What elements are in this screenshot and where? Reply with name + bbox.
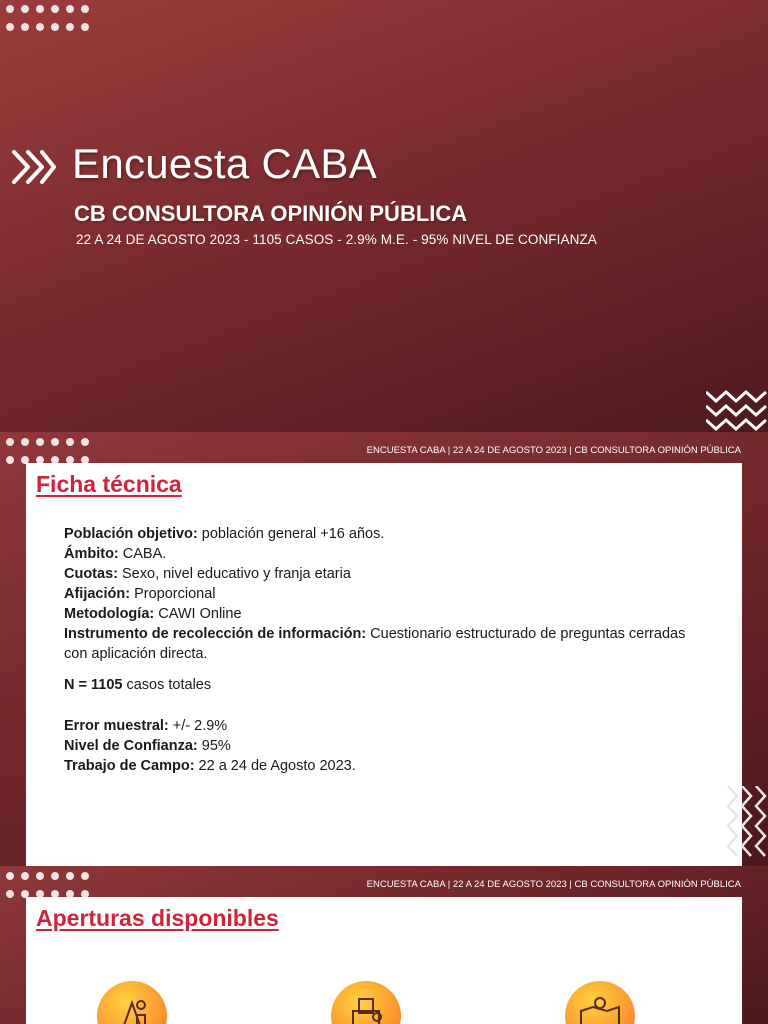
header-strip: ENCUESTA CABA | 22 A 24 DE AGOSTO 2023 | CB CONSULTORA OPINIÓN PÚBLICA — [366, 879, 741, 890]
ficha-title: Ficha técnica — [36, 471, 182, 497]
info-row: Afijación: Proporcional — [64, 586, 216, 602]
zigzag-decoration-icon — [706, 388, 768, 432]
dots-decoration — [6, 438, 89, 464]
sample-size: N = 1105 casos totales — [64, 677, 212, 693]
info-row: Nivel de Confianza: 95% — [64, 738, 231, 754]
cover-slide — [0, 0, 768, 432]
info-row: Ámbito: CABA. — [64, 546, 167, 562]
dots-decoration — [6, 872, 89, 898]
dots-decoration — [6, 5, 89, 31]
cover-subtitle: CB CONSULTORA OPINIÓN PÚBLICA — [74, 201, 468, 226]
ballot-icon — [331, 981, 401, 1024]
info-row: Población objetivo: población general +16 años. — [64, 526, 385, 542]
aperturas-panel — [26, 897, 742, 1024]
double-chevron-icon — [8, 148, 58, 186]
aperturas-title: Aperturas disponibles — [36, 905, 279, 931]
info-row: Cuotas: Sexo, nivel educativo y franja etaria — [64, 566, 351, 582]
info-row: Trabajo de Campo: 22 a 24 de Agosto 2023. — [64, 758, 356, 774]
ficha-info — [64, 524, 704, 776]
ficha-panel — [26, 463, 742, 866]
aperturas-slide — [0, 866, 768, 1024]
people-icon — [97, 981, 167, 1024]
zigzag-decoration-icon — [724, 786, 768, 864]
info-row: Instrumento de recolección de información: Cuestionario estructurado de preguntas cerradas con aplicación directa. — [64, 626, 686, 662]
info-row: Metodología: CAWI Online — [64, 606, 242, 622]
ficha-slide — [0, 432, 768, 866]
map-icon — [565, 981, 635, 1024]
header-strip: ENCUESTA CABA | 22 A 24 DE AGOSTO 2023 | CB CONSULTORA OPINIÓN PÚBLICA — [366, 445, 741, 456]
info-row: Error muestral: +/- 2.9% — [64, 718, 228, 734]
cover-details: 22 A 24 DE AGOSTO 2023 - 1105 CASOS - 2.9% M.E. - 95% NIVEL DE CONFIANZA — [76, 232, 597, 247]
cover-title: Encuesta CABA — [72, 140, 378, 187]
